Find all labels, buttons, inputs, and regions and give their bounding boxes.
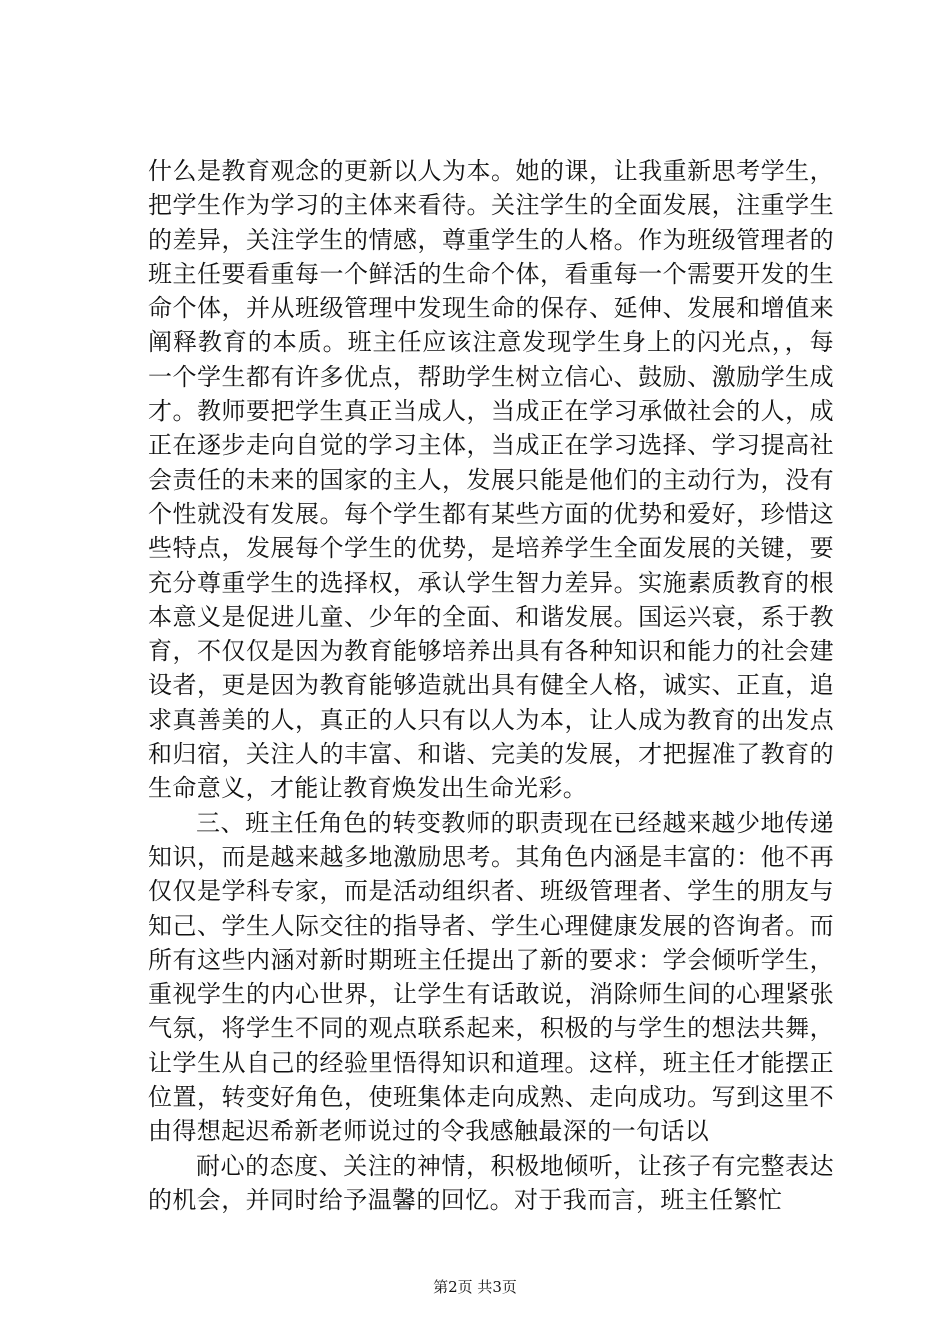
- body-text: [148, 154, 834, 1217]
- paragraph-2: 三、班主任角色的转变教师的职责现在已经越来越少地传递知识，而是越来越多地激励思考。其角色内涵是丰富的：他不再仅仅是学科专家，而是活动组织者、班级管理者、学生的朋友与知己、学生人际交往的指导者、学生心理健康发展的咨询者。而所有这些内涵对新时期班主任提出了新的要求：学会倾听学生，重视学生的内心世界，让学生有话敢说，消除师生间的心理紧张气氛，将学生不同的观点联系起来，积极的与学生的想法共舞，让学生从自己的经验里悟得知识和道理。这样，班主任才能摆正位置，转变好角色，使班集体走向成熟、走向成功。写到这里不由得想起迟希新老师说过的令我感触最深的一句话以: [148, 808, 834, 1146]
- page-number-footer: 第2页 共3页: [433, 1278, 517, 1296]
- paragraph-1: 什么是教育观念的更新以人为本。她的课，让我重新思考学生，把学生作为学习的主体来看待。关注学生的全面发展，注重学生的差异，关注学生的情感，尊重学生的人格。作为班级管理者的班主任要看重每一个鲜活的生命个体，看重每一个需要开发的生命个体，并从班级管理中发现生命的保存、延伸、发展和增值来阐释教育的本质。班主任应该注意发现学生身上的闪光点，，每一个学生都有许多优点，帮助学生树立信心、鼓励、激励学生成才。教师要把学生真正当成人，当成正在学习承做社会的人，成正在逐步走向自觉的学习主体，当成正在学习选择、学习提高社会责任的未来的国家的主人，发展只能是他们的主动行为，没有个性就没有发展。每个学生都有某些方面的优势和爱好，珍惜这些特点，发展每个学生的优势，是培养学生全面发展的关键，要充分尊重学生的选择权，承认学生智力差异。实施素质教育的根本意义是促进儿童、少年的全面、和谐发展。国运兴衰，系于教育，不仅仅是因为教育能够培养出具有各种知识和能力的社会建设者，更是因为教育能够造就出具有健全人格，诚实、正直，追求真善美的人，真正的人只有以人为本，让人成为教育的出发点和归宿，关注人的丰富、和谐、完美的发展，才把握准了教育的生命意义，才能让教育焕发出生命光彩。: [148, 157, 834, 803]
- paragraph-3: 耐心的态度、关注的神情，积极地倾听，让孩子有完整表达的机会，并同时给予温馨的回忆。对于我而言，班主任繁忙: [148, 1151, 834, 1214]
